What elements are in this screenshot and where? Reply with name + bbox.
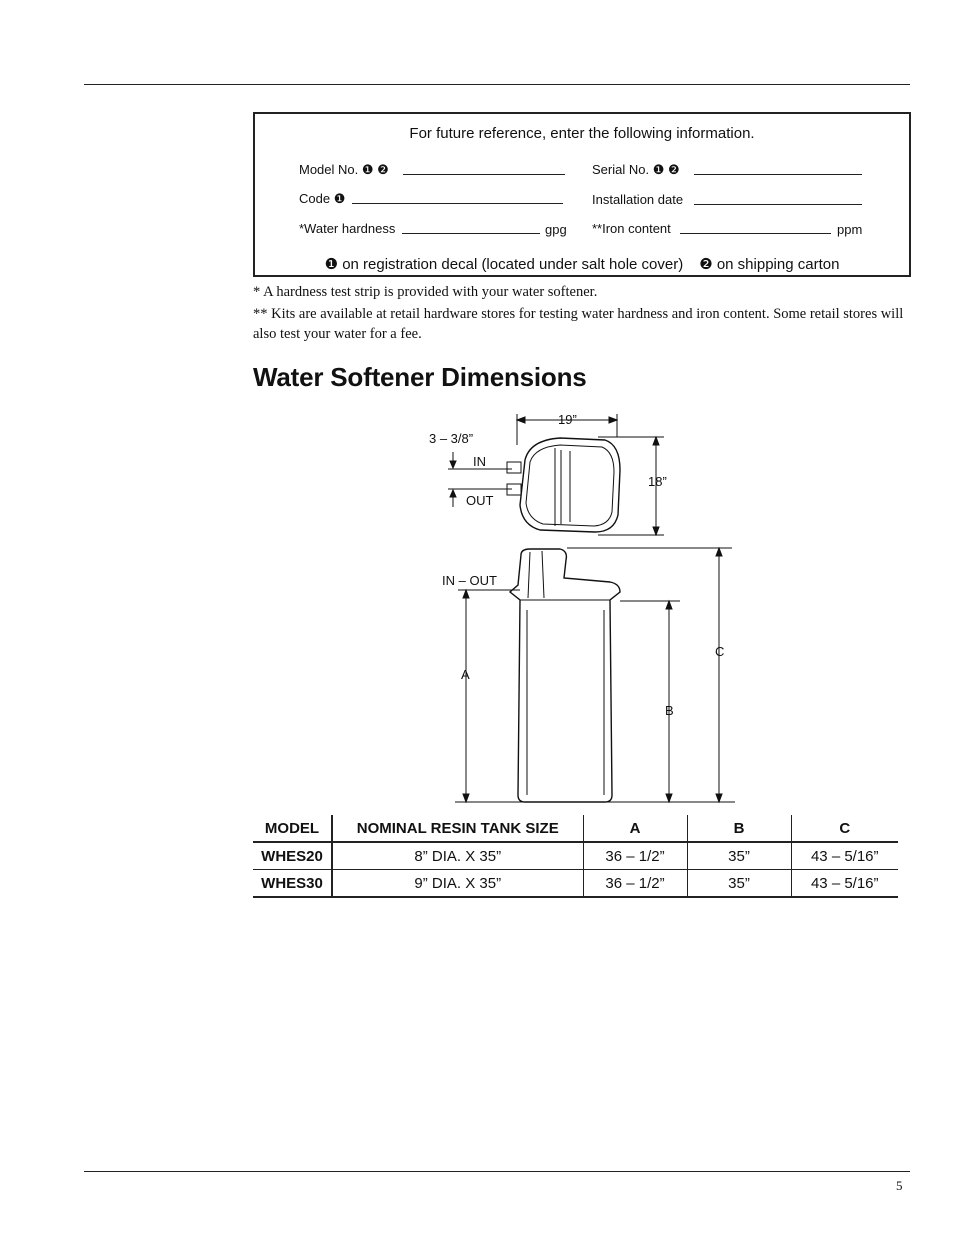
top-rule [84,84,910,85]
offset-label: 3 – 3/8” [429,431,474,446]
header-tank-size: NOMINAL RESIN TANK SIZE [332,815,583,842]
model-no-field[interactable] [403,174,565,175]
dimensions-diagram [420,405,750,807]
depth-arrow-top [653,437,659,445]
out-label: OUT [466,493,494,508]
model-cell: WHES30 [253,870,332,898]
b-label: B [665,703,674,718]
header-c: C [791,815,898,842]
header-b: B [687,815,791,842]
depth-label: 18” [648,474,667,489]
in-port [507,462,521,473]
reference-info-box [253,112,911,277]
kits-footnote: ** Kits are available at retail hardware stores for testing water hardness and iron content. Some retail stores will also test your water for a fee. [253,306,904,342]
serial-no-field[interactable] [694,174,862,175]
tank-size-cell: 8” DIA. X 35” [332,842,583,870]
bottom-rule [84,1171,910,1172]
table-row [253,842,898,870]
section-title: Water Softener Dimensions [253,362,587,392]
a-label: A [461,667,470,682]
width-arrow-left [517,417,525,423]
water-hardness-label: *Water hardness [299,221,396,236]
header-a: A [583,815,687,842]
model-no-label: Model No. ❶ ❷ [299,162,389,177]
installation-date-label: Installation date [592,192,684,207]
iron-content-unit: ppm [837,222,863,237]
installation-date-field[interactable] [694,204,862,205]
carton-note: ❷ on shipping carton [699,256,840,273]
a-cell: 36 – 1/2” [583,870,687,898]
decal-note: ❶ on registration decal (located under salt hole cover) [324,256,684,273]
header-model: MODEL [253,815,332,842]
b-cell: 35” [687,842,791,870]
tank-size-cell: 9” DIA. X 35” [332,870,583,898]
b-cell: 35” [687,870,791,898]
page-number: 5 [896,1178,903,1193]
table-row [253,870,898,898]
table-header-row [253,815,898,842]
water-hardness-field[interactable] [402,233,540,234]
width-arrow-right [609,417,617,423]
c-cell: 43 – 5/16” [791,870,898,898]
depth-arrow-bottom [653,527,659,535]
iron-content-label: **Iron content [592,221,671,236]
c-label: C [715,644,725,659]
a-cell: 36 – 1/2” [583,842,687,870]
width-label: 19” [558,412,577,427]
model-cell: WHES20 [253,842,332,870]
decal-note-line [255,255,909,273]
reference-box-title: For future reference, enter the following information. [409,125,755,142]
in-out-label: IN – OUT [442,573,497,588]
code-label: Code ❶ [299,191,346,206]
water-hardness-unit: gpg [545,222,567,237]
in-label: IN [473,454,486,469]
code-field[interactable] [352,203,563,204]
dimensions-table [253,815,898,898]
c-cell: 43 – 5/16” [791,842,898,870]
iron-content-field[interactable] [680,233,831,234]
serial-no-label: Serial No. ❶ ❷ [592,162,680,177]
hardness-footnote: * A hardness test strip is provided with your water softener. [253,284,598,300]
